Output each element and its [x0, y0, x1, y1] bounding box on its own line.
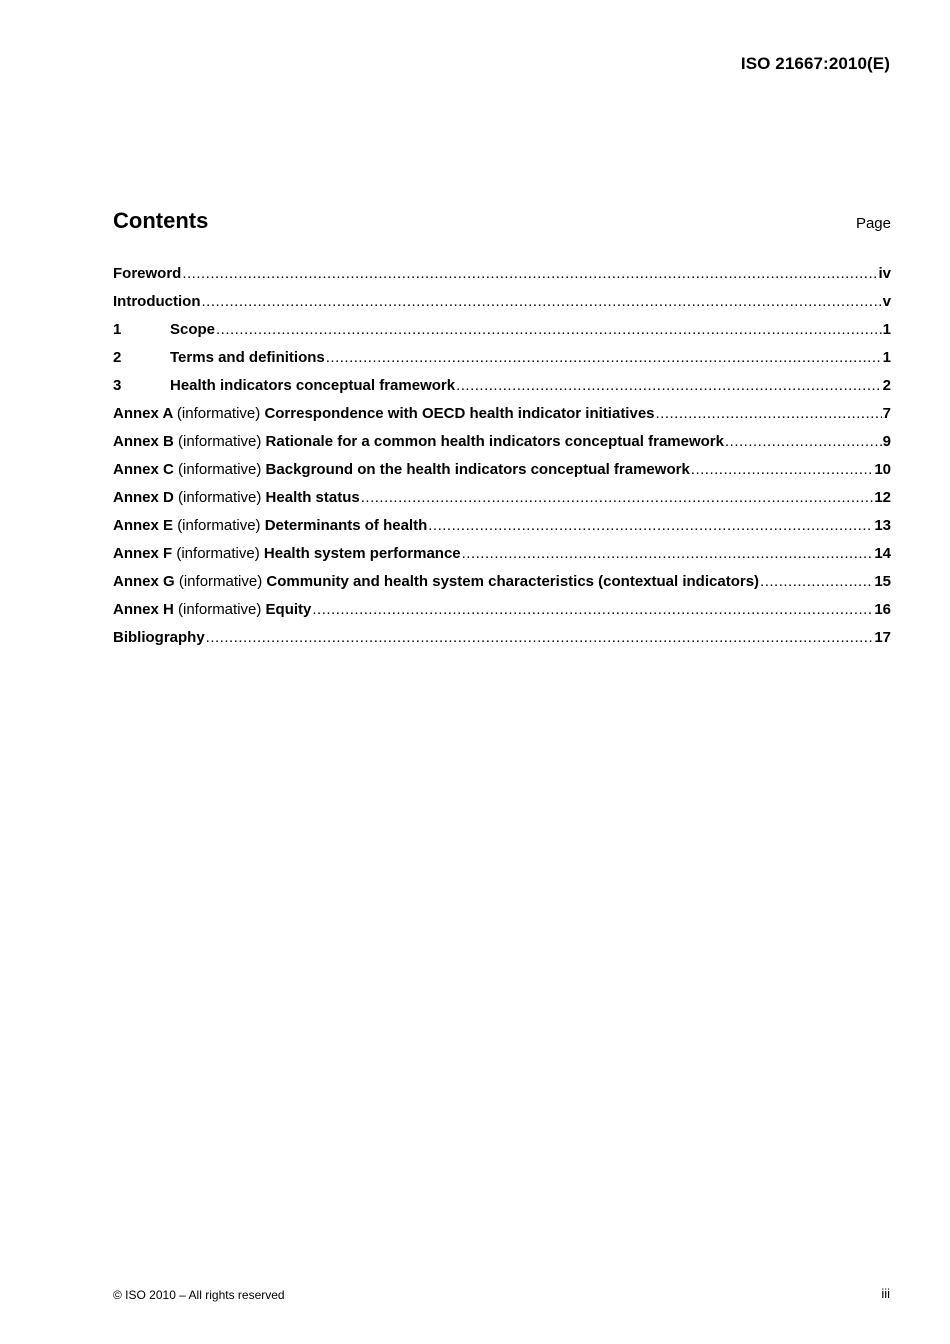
toc-entry-page: 2: [882, 377, 891, 394]
toc-entry-label: Introduction: [113, 293, 201, 310]
page-column-label: Page: [855, 215, 891, 232]
footer-page-number: iii: [881, 1286, 890, 1301]
toc-entry-label: Bibliography: [113, 629, 205, 646]
contents-title: Contents: [113, 208, 209, 233]
toc-annex-type: (informative): [178, 573, 263, 590]
toc-entry-scope[interactable]: [113, 321, 891, 349]
toc-annex-id: Annex A: [113, 405, 173, 422]
toc-leader-dots: [216, 321, 882, 338]
toc-entry-page: v: [882, 293, 891, 310]
toc-annex-id: Annex H: [113, 601, 174, 618]
toc-annex-type: (informative): [177, 517, 261, 534]
toc-entry-annex-f[interactable]: [113, 545, 891, 573]
toc-annex-type: (informative): [178, 601, 262, 618]
toc-annex-id: Annex D: [113, 489, 174, 506]
toc-entry-label: Health status: [265, 489, 360, 506]
toc-entry-label: Background on the health indicators conceptual framework: [265, 461, 690, 478]
toc-entry-page: 12: [874, 489, 891, 506]
toc-leader-dots: [656, 405, 882, 422]
table-of-contents: [113, 265, 891, 657]
toc-leader-dots: [462, 545, 874, 562]
toc-entry-number: 3: [113, 377, 122, 394]
toc-entry-annex-b[interactable]: [113, 433, 891, 461]
toc-annex-type: (informative): [178, 489, 262, 506]
toc-entry-page: iv: [878, 265, 891, 282]
toc-annex-type: (informative): [178, 461, 262, 478]
toc-entry-annex-e[interactable]: [113, 517, 891, 545]
toc-leader-dots: [760, 573, 873, 590]
toc-annex-type: (informative): [176, 405, 261, 422]
toc-entry-label: Health indicators conceptual framework: [170, 377, 456, 394]
footer-copyright: © ISO 2010 – All rights reserved: [113, 1288, 285, 1302]
toc-entry-page: 7: [882, 405, 891, 422]
toc-entry-label: Equity: [265, 601, 312, 618]
toc-entry-label: Health system performance: [263, 545, 461, 562]
toc-entry-label: Community and health system characteristics (contextual indicators): [266, 573, 760, 590]
toc-entry-label: Terms and definitions: [170, 349, 325, 366]
toc-entry-label: Scope: [170, 321, 216, 338]
toc-entry-page: 1: [882, 321, 891, 338]
toc-leader-dots: [201, 293, 881, 310]
toc-entry-label: Foreword: [113, 265, 182, 282]
toc-leader-dots: [206, 629, 874, 646]
toc-leader-dots: [428, 517, 873, 534]
toc-entry-label: Rationale for a common health indicators conceptual framework: [265, 433, 724, 450]
toc-entry-number: 1: [113, 321, 122, 338]
toc-entry-label: Correspondence with OECD health indicator initiatives: [264, 405, 655, 422]
toc-entry-page: 13: [874, 517, 891, 534]
toc-entry-page: 14: [874, 545, 891, 562]
toc-entry-number: 2: [113, 349, 122, 366]
toc-entry-health-indicators-framework[interactable]: [113, 377, 891, 405]
toc-leader-dots: [326, 349, 882, 366]
toc-entry-annex-g[interactable]: [113, 573, 891, 601]
toc-entry-page: 16: [874, 601, 891, 618]
toc-entry-page: 9: [882, 433, 891, 450]
toc-entry-terms-and-definitions[interactable]: [113, 349, 891, 377]
toc-entry-annex-d[interactable]: [113, 489, 891, 517]
toc-leader-dots: [725, 433, 882, 450]
toc-entry-annex-a[interactable]: [113, 405, 891, 433]
toc-annex-id: Annex G: [113, 573, 175, 590]
toc-entry-page: 17: [874, 629, 891, 646]
toc-leader-dots: [361, 489, 874, 506]
toc-entry-introduction[interactable]: [113, 293, 891, 321]
toc-annex-id: Annex E: [113, 517, 174, 534]
toc-leader-dots: [182, 265, 877, 282]
toc-annex-id: Annex F: [113, 545, 173, 562]
contents-header: [113, 208, 891, 238]
document-id: ISO 21667:2010(E): [740, 54, 890, 73]
toc-annex-id: Annex C: [113, 461, 174, 478]
toc-entry-bibliography[interactable]: [113, 629, 891, 657]
toc-annex-id: Annex B: [113, 433, 174, 450]
toc-entry-foreword[interactable]: [113, 265, 891, 293]
toc-leader-dots: [691, 461, 874, 478]
toc-entry-annex-c[interactable]: [113, 461, 891, 489]
toc-entry-annex-h[interactable]: [113, 601, 891, 629]
toc-leader-dots: [456, 377, 882, 394]
toc-annex-type: (informative): [178, 433, 262, 450]
toc-leader-dots: [312, 601, 873, 618]
toc-entry-page: 10: [874, 461, 891, 478]
toc-entry-label: Determinants of health: [264, 517, 428, 534]
toc-annex-type: (informative): [176, 545, 260, 562]
toc-entry-page: 1: [882, 349, 891, 366]
toc-entry-page: 15: [874, 573, 891, 590]
